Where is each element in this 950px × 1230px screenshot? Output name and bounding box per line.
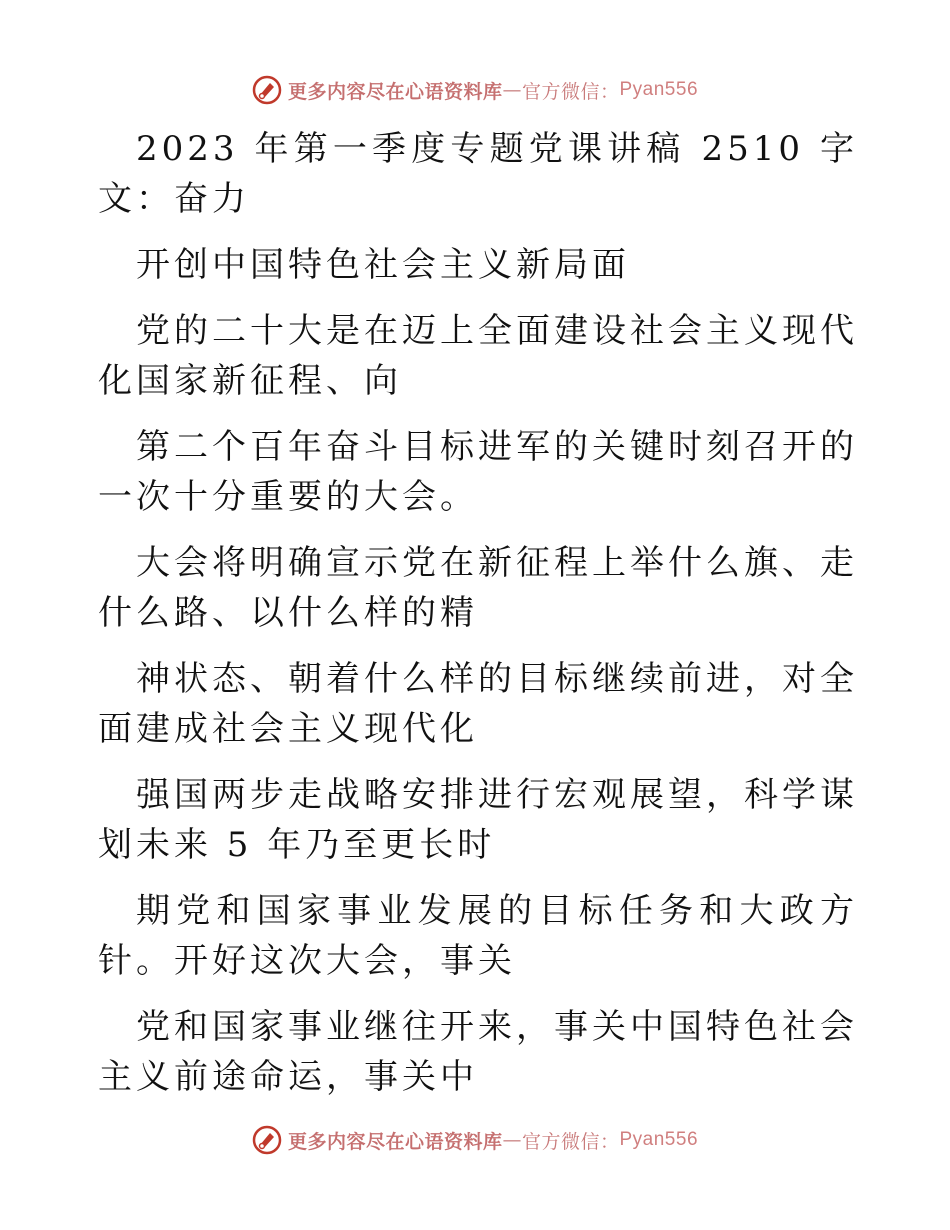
watermark-prefix: 更多内容尽在心语资料库 <box>287 1130 503 1153</box>
header-watermark <box>0 70 950 110</box>
footer-watermark <box>0 1120 950 1160</box>
document-body <box>98 124 858 1118</box>
watermark-label: 官方微信： <box>521 1130 620 1153</box>
paragraph: 第二个百年奋斗目标进军的关键时刻召开的一次十分重要的大会。 <box>98 427 858 517</box>
watermark-dash: — <box>502 1129 522 1151</box>
paragraph: 党和国家事业继往开来，事关中国特色社会主义前途命运，事关中 <box>98 1007 858 1097</box>
paragraph: 2023 年第一季度专题党课讲稿 2510 字文：奋力 <box>98 129 858 219</box>
library-logo-icon <box>252 1125 282 1155</box>
paragraph: 开创中国特色社会主义新局面 <box>136 245 630 285</box>
watermark-wechat-id: Pyan556 <box>619 1129 699 1150</box>
watermark-prefix: 更多内容尽在心语资料库 <box>287 80 503 103</box>
paragraph: 大会将明确宣示党在新征程上举什么旗、走什么路、以什么样的精 <box>98 543 858 633</box>
watermark-wechat-id: Pyan556 <box>619 79 699 100</box>
paragraph: 期党和国家事业发展的目标任务和大政方针。开好这次大会，事关 <box>98 891 858 981</box>
paragraph: 强国两步走战略安排进行宏观展望，科学谋划未来 5 年乃至更长时 <box>98 775 858 865</box>
watermark-dash: — <box>502 79 522 101</box>
library-logo-icon <box>252 75 282 105</box>
paragraph: 神状态、朝着什么样的目标继续前进，对全面建成社会主义现代化 <box>98 659 858 749</box>
watermark-label: 官方微信： <box>521 80 620 103</box>
paragraph: 党的二十大是在迈上全面建设社会主义现代化国家新征程、向 <box>98 311 858 401</box>
